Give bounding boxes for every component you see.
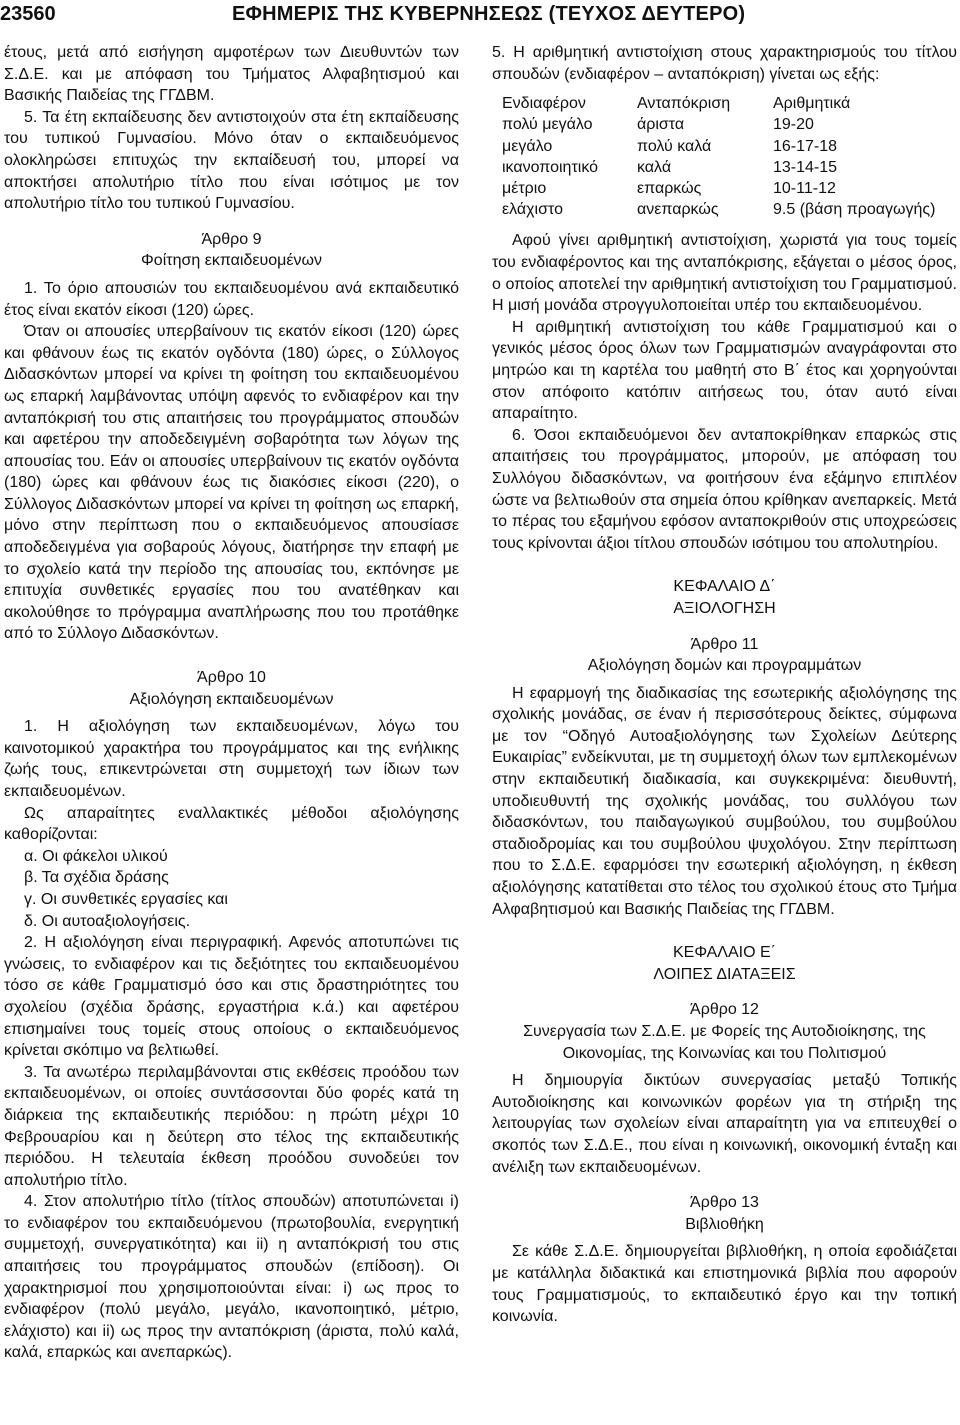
table-cell: 10-11-12 — [773, 180, 836, 197]
article-9-subtitle: Φοίτηση εκπαιδευομένων — [141, 252, 322, 270]
paragraph: 5. Τα έτη εκπαίδευσης δεν αντιστοιχούν στα έτη εκπαίδευσης του τυπικού Γυμνασίου. Μόνο όταν ο εκπαιδευόμενος ολοκληρώσει επιτυχώς την εκπαίδευσή του, μπορεί να αποκτήσει απολυτήριο τίτλο που είναι ισότιμος με τον απολυτήριο τίτλο του τυπικού Γυμνασίου. — [4, 108, 459, 213]
chapter-5-title: ΚΕΦΑΛΑΙΟ Ε΄ — [672, 944, 776, 962]
article-11-title: Άρθρο 11 — [690, 635, 759, 653]
left-column — [4, 42, 459, 1364]
table-cell: 19-20 — [773, 116, 814, 134]
paragraph: 1. Το όριο απουσιών του εκπαιδευομένου ανά εκπαιδευτικό έτος είναι εκατόν είκοσι (120) ώρες. — [4, 279, 459, 319]
paragraph: Σε κάθε Σ.Δ.Ε. δημιουργείται βιβλιοθήκη, η οποία εφοδιάζεται με κατάλληλα διδακτικά και επιστημονικά βιβλία που αφορούν τους Γραμματισμούς, το εκπαιδευτικό έργο και την τοπική κοινωνία. — [492, 1243, 957, 1326]
list-item: β. Τα σχέδια δράσης — [24, 869, 169, 887]
article-10-subtitle: Αξιολόγηση εκπαιδευομένων — [129, 690, 334, 708]
table-row — [502, 199, 935, 220]
table-cell: 13-14-15 — [773, 158, 838, 176]
table-cell: ικανοποιητικό — [502, 158, 599, 176]
table-cell: καλά — [637, 158, 672, 176]
list-item: δ. Οι αυτοαξιολογήσεις. — [24, 912, 191, 930]
article-11-subtitle: Αξιολόγηση δομών και προγραμμάτων — [587, 657, 862, 675]
column-header: Ενδιαφέρον — [502, 95, 586, 113]
chapter-5-subtitle: ΛΟΙΠΕΣ ΔΙΑΤΑΞΕΙΣ — [653, 965, 796, 983]
table-cell: επαρκώς — [637, 180, 702, 197]
paragraph: 3. Τα ανωτέρω περιλαμβάνονται στις εκθέσεις προόδου των εκπαιδευομένων, οι οποίες συντάσσονται δύο φορές κατά τη διάρκεια της εκπαιδευτικής περιόδου: η πρώτη μέχρι 10 Φεβρουαρίου και η δεύτερη στο τέλος της εκπαιδευτικής περιόδου. Η τελευταία έκθεση προόδου συνοδεύει τον απολυτήριο τίτλο. — [4, 1063, 459, 1189]
table-row — [502, 136, 935, 157]
paragraph: Η εφαρμογή της διαδικασίας της εσωτερικής αξιολόγησης της σχολικής μονάδας, σε έναν ή περισσότερους δείκτες, σύμφωνα με τον “Οδηγό Αυτοαξιολόγησης των Σχολείων Δεύτερης Ευκαιρίας” ενδείκνυται, με τη συμμετοχή όλων των εμπλεκομένων στην εκπαιδευτική διαδικασία, και συγκεκριμένα: διευθυντή, υποδιευθυντή της σχολικής μονάδας, του συλλόγου των διδασκόντων, του παιδαγωγικού συμβούλου, του συμβούλου σταδιοδρομίας και του συμβούλου ψυχολόγου. Στην περίπτωση που το Σ.Δ.Ε. εφαρμόσει την εσωτερική αξιολόγηση, η έκθεση αξιολόγησης κατατίθεται στο τέλος του σχολικού έτους στο Τμήμα Αλφαβητισμού και Βασικής Παιδείας της ΓΓΔΒΜ. — [492, 684, 957, 918]
gazette-title: ΕΦΗΜΕΡΙΣ ΤΗΣ ΚΥΒΕΡΝΗΣΕΩΣ (ΤΕΥΧΟΣ ΔΕΥΤΕΡΟ) — [232, 3, 746, 25]
table-row — [502, 178, 935, 199]
list-item: γ. Οι συνθετικές εργασίες και — [24, 890, 228, 908]
table-cell: 16-17-18 — [773, 137, 838, 155]
paragraph: 6. Όσοι εκπαιδευόμενοι δεν ανταποκρίθηκαν επαρκώς στις απαιτήσεις του προγράμματος, μπορούν, με απόφαση του Συλλόγου διδασκόντων, να φοιτήσουν ένα εξάμηνο επιπλέον ώστε να βελτιωθούν στα σημεία όπου κρίθηκαν ανεπαρκείς. Μετά το πέρας του εξαμήνου εφόσον ανταποκριθούν στις υποχρεώσεις τους κρίνονται άξιοι τίτλου σπουδών ισότιμου του απολυτηρίου. — [492, 426, 957, 552]
table-cell: πολύ καλά — [637, 137, 712, 155]
table-cell: ελάχιστο — [502, 201, 563, 219]
grade-mapping-table — [502, 93, 935, 220]
column-header: Αριθμητικά — [773, 95, 851, 113]
table-header-row — [502, 93, 935, 114]
paragraph: 5. Η αριθμητική αντιστοίχιση στους χαρακτηρισμούς του τίτλου σπουδών (ενδιαφέρον – ανταπόκριση) γίνεται ως εξής: — [492, 44, 957, 83]
article-13-title: Άρθρο 13 — [690, 1194, 759, 1212]
table-cell: πολύ μεγάλο — [502, 116, 593, 134]
article-12-subtitle: Συνεργασία των Σ.Δ.Ε. με Φορείς της Αυτοδιοίκησης, της Οικονομίας, της Κοινωνίας και του Πολιτισμού — [523, 1023, 926, 1062]
table-cell: μέτριο — [502, 180, 547, 197]
paragraph: 1. Η αξιολόγηση των εκπαιδευομένων, λόγω του καινοτομικού χαρακτήρα του προγράμματος και της ενήλικης ζωής τους, επικεντρώνεται στη συμμετοχή των ίδιων των εκπαιδευομένων. — [4, 718, 459, 800]
list-item: α. Οι φάκελοι υλικού — [24, 847, 168, 865]
table-cell: ανεπαρκώς — [637, 201, 719, 219]
table-cell: άριστα — [637, 116, 685, 134]
paragraph: 4. Στον απολυτήριο τίτλο (τίτλος σπουδών) αποτυπώνεται i) το ενδιαφέρον του εκπαιδευόμενου (πρωτοβουλία, ενεργητική συμμετοχή, συνεργατικότητα) και ii) η ανταπόκρισή του στις απαιτήσεις του προγράμματος σπουδών (επίδοση). Οι χαρακτηρισμοί που χρησιμοποιούνται είναι: i) ως προς το ενδιαφέρον (πολύ μεγάλο, μεγάλο, ικανοποιητικό, μέτριο, ελάχιστο) και ii) ως προς την ανταπόκριση (άριστα, πολύ καλά, καλά, επαρκώς και ανεπαρκώς). — [4, 1193, 459, 1362]
paragraph: Η δημιουργία δικτύων συνεργασίας μεταξύ Τοπικής Αυτοδιοίκησης και κοινωνικών φορέων για τη στήριξη της λειτουργίας των σχολείων είναι απαραίτητη για να επιτευχθεί ο σκοπός των Σ.Δ.Ε., που είναι η κοινωνική, οικονομική ένταξη και ανέλιξη των εκπαιδευομένων. — [492, 1072, 957, 1176]
article-9-title: Άρθρο 9 — [201, 230, 262, 248]
article-10-title: Άρθρο 10 — [197, 669, 266, 687]
table-row — [502, 114, 935, 135]
paragraph: 2. Η αξιολόγηση είναι περιγραφική. Αφενός αποτυπώνει τις γνώσεις, το ενδιαφέρον και τις δεξιότητες του εκπαιδευομένου τόσο σε κάθε Γραμματισμό όσο και στις δραστηριότητες του σχολείου (σχέδια δράσης, εργαστήρια κ.ά.) και αφετέρου επισημαίνει τους τομείς στους οποίους ο εκπαιδευόμενος κρίνεται σκόπιμο να βελτιωθεί. — [4, 934, 459, 1060]
paragraph: Αφού γίνει αριθμητική αντιστοίχιση, χωριστά για τους τομείς του ενδιαφέροντος και της ανταπόκρισης, εξάγεται ο μέσος όρος, ο οποίος αποτελεί την αριθμητική αντιστοίχιση του Γραμματισμού. Η μισή μονάδα στρογγυλοποιείται υπέρ του εκπαιδευομένου. — [492, 232, 957, 315]
right-column — [492, 42, 957, 1328]
article-13-subtitle: Βιβλιοθήκη — [685, 1215, 764, 1233]
column-header: Ανταπόκριση — [637, 95, 731, 113]
table-row — [502, 157, 935, 178]
chapter-4-subtitle: ΑΞΙΟΛΟΓΗΣΗ — [673, 599, 776, 617]
page-header — [0, 0, 960, 30]
paragraph: Όταν οι απουσίες υπερβαίνουν τις εκατόν είκοσι (120) ώρες και φθάνουν έως τις εκατόν ογδόντα (180) ώρες, ο Σύλλογος Διδασκόντων μπορεί να κρίνει τη φοίτηση του εκπαιδευομένου ως επαρκή λαμβάνοντας υπόψη αφενός το ενδιαφέρον και την ανταπόκρισή του στις απαιτήσεις του προγράμματος σπουδών και αφετέρου την αποδεδειγμένη σοβαρότητα των λόγων της απουσίας του. Εάν οι απουσίες υπερβαίνουν τις εκατόν ογδόντα (180) ώρες και φθάνουν έως τις διακόσιες είκοσι (220), ο Σύλλογος Διδασκόντων μπορεί να κρίνει τη φοίτηση ως επαρκή, μόνο στην περίπτωση που ο εκπαιδευόμενος απουσίασε αποδεδειγμένα για σοβαρούς λόγους, διατήρησε την επαφή με το σχολείο κατά την περίοδο της απουσίας του, εκπόνησε με επιτυχία συνθετικές εργασίες που του ανατέθηκαν και ακολούθησε το πρόγραμμα αναπλήρωσης που του προτάθηκε από το Σύλλογο Διδασκόντων. — [4, 323, 459, 643]
page-number: 23560 — [0, 3, 56, 25]
paragraph: έτους, μετά από εισήγηση αμφοτέρων των Διευθυντών των Σ.Δ.Ε. και με απόφαση του Τμήματος Αλφαβητισμού και Βασικής Παιδείας της ΓΓΔΒΜ. — [4, 44, 459, 105]
article-12-title: Άρθρο 12 — [690, 1001, 759, 1019]
paragraph: Η αριθμητική αντιστοίχιση του κάθε Γραμματισμού και ο γενικός μέσος όρος όλων των Γραμματισμών αναγράφονται στο μητρώο και τη καρτέλα του μαθητή στο Β΄ έτος και χορηγούνται στον απόφοιτο κατόπιν αιτήσεως του, όταν αυτό είναι απαραίτητο. — [492, 318, 957, 423]
table-cell: 9.5 (βάση προαγωγής) — [773, 201, 936, 219]
paragraph: Ως απαραίτητες εναλλακτικές μέθοδοι αξιολόγησης καθορίζονται: — [4, 804, 459, 844]
chapter-4-title: ΚΕΦΑΛΑΙΟ Δ΄ — [673, 578, 776, 596]
table-cell: μεγάλο — [502, 137, 553, 155]
